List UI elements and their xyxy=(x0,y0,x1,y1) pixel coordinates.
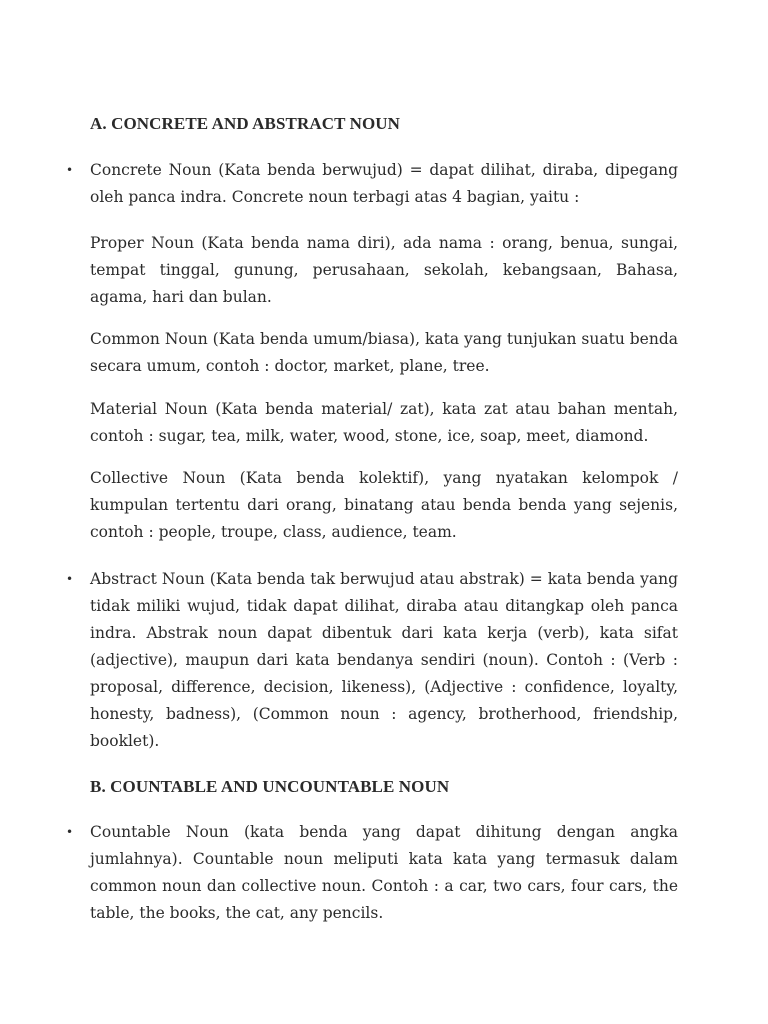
countable-noun-paragraph: Countable Noun (kata benda yang dapat dihitung dengan angka jumlahnya). Countable noun meliputi kata kata yang termasuk dalam common noun dan collective noun. Contoh : a car, two cars, four cars, the table, the books, the cat, any pencils. xyxy=(90,823,678,922)
common-noun-paragraph: Common Noun (Kata benda umum/biasa), kata yang tunjukan suatu benda secara umum, contoh : doctor, market, plane, tree. xyxy=(90,330,678,375)
bullet-countable-noun: • xyxy=(66,825,74,839)
concrete-noun-paragraph: Concrete Noun (Kata benda berwujud) = dapat dilihat, diraba, dipegang oleh panca indra. Concrete noun terbagi atas 4 bagian, yaitu : xyxy=(90,161,678,206)
abstract-noun-paragraph: Abstract Noun (Kata benda tak berwujud atau abstrak) = kata benda yang tidak miliki wujud, tidak dapat dilihat, diraba atau ditangkap oleh panca indra. Abstrak noun dapat dibentuk dari kata kerja (verb), kata sifat (adjective), maupun dari kata bendanya sendiri (noun). Contoh : (Verb : proposal, difference, decision, likeness), (Adjective : confidence, loyalty, honesty, badness), (Common noun : agency, brotherhood, friendship, booklet). xyxy=(90,570,678,750)
section-b-heading: B. COUNTABLE AND UNCOUNTABLE NOUN xyxy=(90,777,450,796)
bullet-abstract-noun: • xyxy=(66,572,74,586)
section-a-heading: A. CONCRETE AND ABSTRACT NOUN xyxy=(90,114,401,133)
proper-noun-paragraph: Proper Noun (Kata benda nama diri), ada nama : orang, benua, sungai, tempat tinggal, gunung, perusahaan, sekolah, kebangsaan, Bahasa, agama, hari dan bulan. xyxy=(90,234,678,306)
bullet-concrete-noun: • xyxy=(66,163,74,177)
material-noun-paragraph: Material Noun (Kata benda material/ zat), kata zat atau bahan mentah, contoh : sugar, tea, milk, water, wood, stone, ice, soap, meet, diamond. xyxy=(90,400,678,445)
collective-noun-paragraph: Collective Noun (Kata benda kolektif), yang nyatakan kelompok / kumpulan tertentu dari orang, binatang atau benda benda yang sejenis, contoh : people, troupe, class, audience, team. xyxy=(90,469,678,541)
